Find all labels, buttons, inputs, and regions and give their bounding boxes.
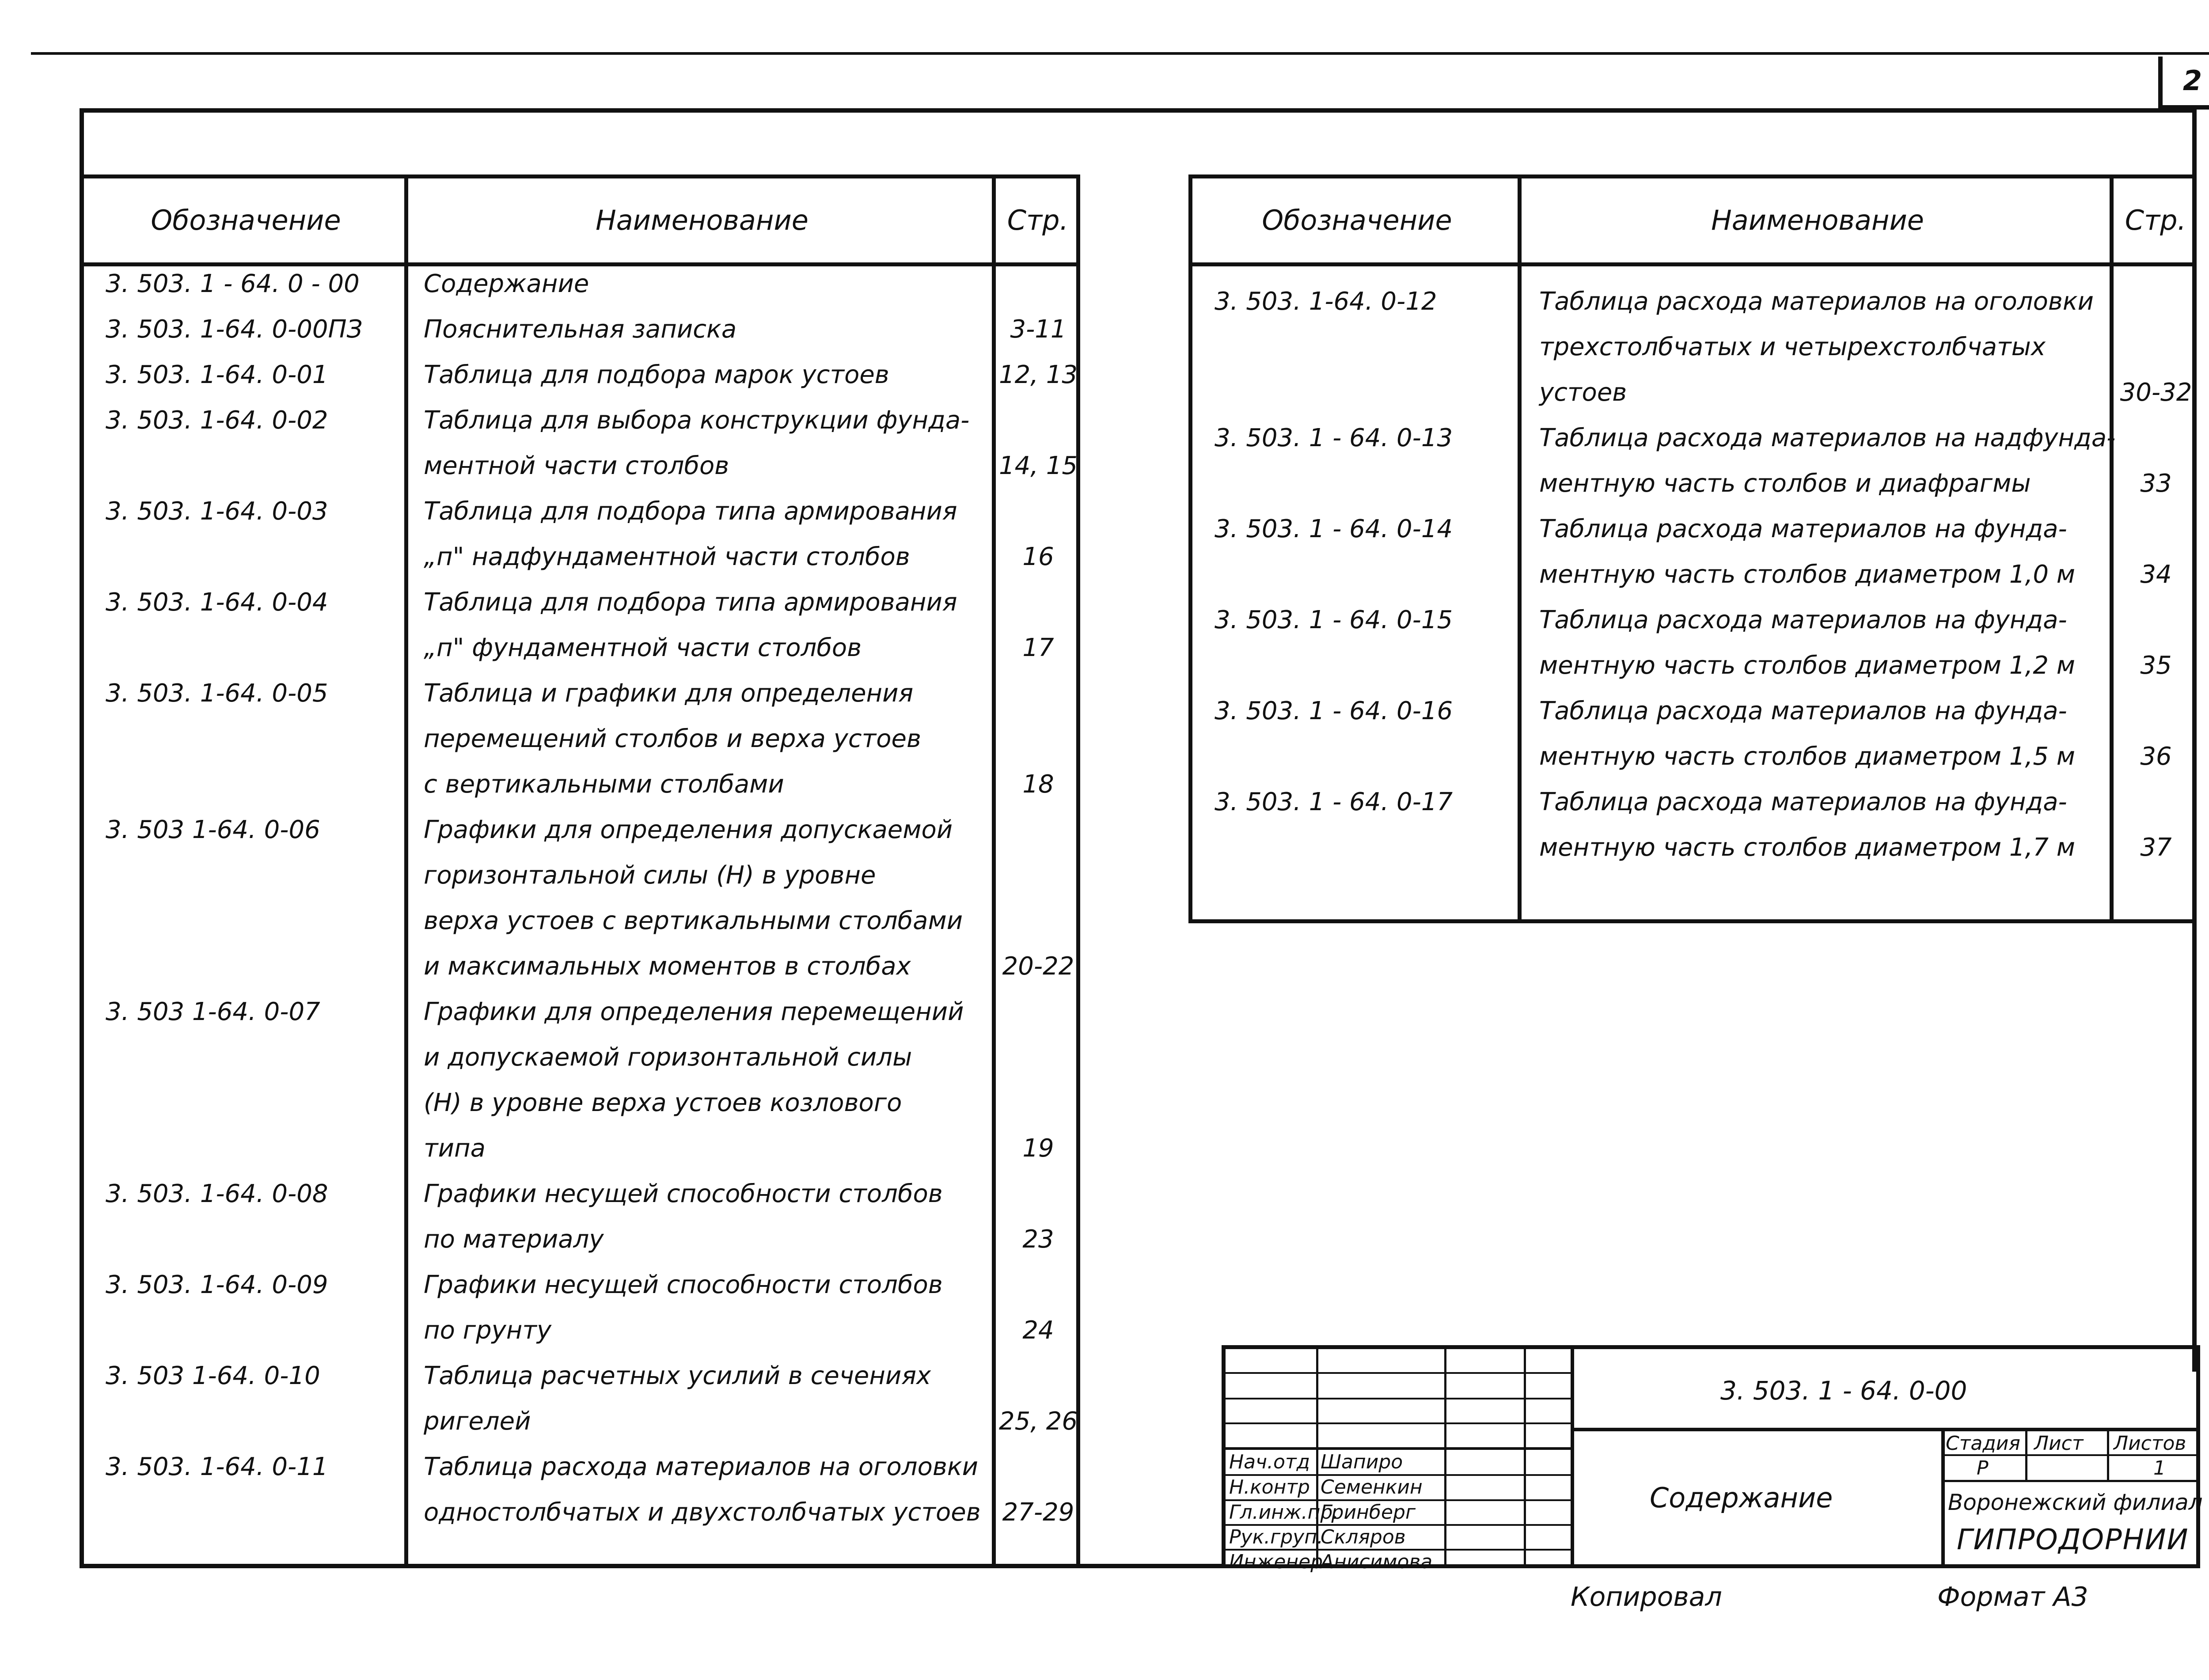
table-row — [1192, 643, 2193, 689]
row-name: горизонтальной силы (Н) в уровне — [424, 861, 876, 890]
row-name: Таблица расхода материалов на оголовки — [424, 1452, 979, 1481]
row-name: „п" фундаментной части столбов — [424, 633, 862, 662]
row-designation: 3. 503. 1 - 64. 0-13 — [1215, 424, 1453, 452]
stage-label: Стадия — [1946, 1432, 2020, 1455]
table-row — [1192, 279, 2193, 325]
row-name: Графики для определения перемещений — [424, 997, 964, 1026]
row-page: 24 — [1022, 1316, 1054, 1345]
table-row — [1192, 325, 2193, 370]
row-name: Таблица расхода материалов на оголовки — [1539, 287, 2094, 316]
table-row — [84, 353, 1076, 398]
table-row — [84, 808, 1076, 853]
row-designation: 3. 503. 1-64. 0-11 — [106, 1452, 328, 1481]
row-designation: 3. 503. 1-64. 0-05 — [106, 679, 328, 708]
row-name: перемещений столбов и верха устоев — [424, 724, 921, 753]
table-row — [84, 717, 1076, 762]
table-row — [84, 1263, 1076, 1308]
row-designation: 3. 503. 1-64. 0-02 — [106, 406, 328, 435]
row-page: 37 — [2140, 833, 2172, 862]
tb-divider — [1571, 1428, 2198, 1431]
table-row — [84, 1172, 1076, 1217]
row-designation: 3. 503. 1-64. 0-09 — [106, 1270, 328, 1299]
tb-divider — [1226, 1398, 1571, 1399]
row-name: трехстолбчатых и четырехстолбчатых — [1539, 333, 2046, 361]
table-header — [84, 178, 1076, 266]
row-name: Таблица и графики для определения — [424, 679, 914, 708]
row-name: по материалу — [424, 1225, 604, 1254]
row-name: Графики несущей способности столбов — [424, 1270, 943, 1299]
table-row — [84, 1126, 1076, 1172]
row-page: 19 — [1022, 1134, 1054, 1163]
row-page: 23 — [1022, 1225, 1054, 1254]
row-designation: 3. 503. 1-64. 0-04 — [106, 588, 328, 617]
row-designation: 3. 503. 1 - 64. 0-14 — [1215, 515, 1453, 543]
signature-role: Инженер — [1229, 1551, 1323, 1573]
row-name: Таблица для подбора марок устоев — [424, 360, 889, 389]
signature-role: Рук.груп. — [1229, 1526, 1323, 1548]
row-name: ментную часть столбов диаметром 1,0 м — [1539, 560, 2076, 589]
row-designation: 3. 503. 1 - 64. 0-16 — [1215, 697, 1453, 725]
row-name: Таблица расчетных усилий в сечениях — [424, 1361, 931, 1390]
row-name: Пояснительная записка — [424, 315, 737, 344]
title-block — [1222, 1345, 2203, 1573]
row-designation: 3. 503 1-64. 0-06 — [106, 815, 320, 844]
table-row — [1192, 734, 2193, 780]
table-row — [84, 535, 1076, 580]
tb-divider — [1941, 1428, 1945, 1568]
copied-by: Копировал — [1571, 1581, 1722, 1612]
table-row — [84, 262, 1076, 307]
table-row — [84, 1308, 1076, 1354]
table-row — [1192, 825, 2193, 871]
table-row — [84, 307, 1076, 353]
row-page: 3-11 — [1010, 315, 1067, 344]
format-label: Формат А3 — [1937, 1581, 2088, 1612]
table-row — [84, 1217, 1076, 1263]
tb-divider — [1226, 1372, 1571, 1374]
row-page: 14, 15 — [998, 451, 1078, 480]
signature-surname: Скляров — [1321, 1526, 1406, 1548]
header-page: Стр. — [2125, 204, 2186, 236]
header-name: Наименование — [596, 204, 808, 236]
sheet-title: Содержание — [1650, 1482, 1833, 1514]
signature-surname: Анисимова — [1321, 1551, 1433, 1573]
row-page: 17 — [1022, 633, 1054, 662]
header-designation: Обозначение — [151, 204, 341, 236]
table-row — [1192, 461, 2193, 507]
table-row — [1192, 507, 2193, 552]
row-name: ментную часть столбов диаметром 1,7 м — [1539, 833, 2076, 862]
header-page: Стр. — [1007, 204, 1069, 236]
row-designation: 3. 503. 1-64. 0-08 — [106, 1179, 328, 1208]
row-name: ментную часть столбов диаметром 1,2 м — [1539, 651, 2076, 680]
row-name: Таблица расхода материалов на фунда- — [1539, 606, 2067, 634]
row-name: Графики для определения допускаемой — [424, 815, 953, 844]
organization-line2: ГИПРОДОРНИИ — [1957, 1524, 2189, 1556]
row-page: 18 — [1022, 770, 1054, 799]
row-name: Таблица расхода материалов на фунда- — [1539, 697, 2067, 725]
row-name: Таблица для выбора конструкции фунда- — [424, 406, 970, 435]
doc-code: 3. 503. 1 - 64. 0-00 — [1720, 1376, 1967, 1406]
table-row — [1192, 370, 2193, 416]
row-name: Таблица для подбора типа армирования — [424, 588, 957, 617]
row-name: устоев — [1539, 378, 1627, 407]
row-page: 25, 26 — [998, 1407, 1078, 1436]
header-name: Наименование — [1711, 204, 1924, 236]
sheet-label: Лист — [2034, 1432, 2084, 1455]
row-name: и допускаемой горизонтальной силы — [424, 1043, 912, 1072]
table-row — [84, 398, 1076, 444]
signature-role: Гл.инж.пр. — [1229, 1501, 1339, 1524]
tb-divider — [1524, 1349, 1526, 1568]
row-name: Таблица расхода материалов на надфунда- — [1539, 424, 2116, 452]
table-row — [1192, 780, 2193, 825]
row-page: 30-32 — [2120, 378, 2192, 407]
row-name: Таблица расхода материалов на фунда- — [1539, 515, 2067, 543]
row-page: 35 — [2140, 651, 2172, 680]
table-row — [84, 853, 1076, 899]
row-designation: 3. 503 1-64. 0-07 — [106, 997, 320, 1026]
tb-divider — [1226, 1447, 1574, 1450]
row-page: 27-29 — [1002, 1498, 1074, 1527]
row-page: 33 — [2140, 469, 2172, 498]
signature-surname: Шапиро — [1321, 1451, 1403, 1473]
row-name: „п" надфундаментной части столбов — [424, 542, 910, 571]
row-page: 20-22 — [1002, 952, 1074, 981]
row-name: Таблица для подбора типа армирования — [424, 497, 957, 526]
row-designation: 3. 503 1-64. 0-10 — [106, 1361, 320, 1390]
table-row — [84, 444, 1076, 489]
table-header — [1192, 178, 2193, 266]
table-row — [84, 1445, 1076, 1490]
row-designation: 3. 503. 1-64. 0-01 — [106, 360, 328, 389]
row-designation: 3. 503. 1 - 64. 0-17 — [1215, 788, 1453, 816]
row-name: верха устоев с вертикальными столбами — [424, 906, 963, 935]
row-name: типа — [424, 1134, 486, 1163]
table-row — [84, 1081, 1076, 1126]
contents-table-left — [80, 174, 1080, 1568]
header-designation: Обозначение — [1262, 204, 1452, 236]
stage-value: Р — [1977, 1457, 1989, 1479]
tb-divider — [1571, 1349, 1574, 1568]
row-designation: 3. 503. 1 - 64. 0 - 00 — [106, 269, 360, 298]
table-row — [84, 626, 1076, 671]
row-name: Таблица расхода материалов на фунда- — [1539, 788, 2067, 816]
tb-divider — [1941, 1480, 2198, 1482]
row-name: ментную часть столбов диаметром 1,5 м — [1539, 742, 2076, 771]
signature-role: Н.контр — [1229, 1476, 1310, 1498]
sheet-top-rule — [31, 52, 2209, 55]
row-name: одностолбчатых и двухстолбчатых устоев — [424, 1498, 981, 1527]
table-row — [1192, 689, 2193, 734]
table-row — [84, 1399, 1076, 1445]
table-row — [84, 489, 1076, 535]
row-name: по грунту — [424, 1316, 552, 1345]
sheet-number: 2 — [2158, 57, 2209, 110]
signature-surname: Гринберг — [1321, 1501, 1416, 1524]
row-name: (Н) в уровне верха устоев козлового — [424, 1088, 902, 1117]
signature-surname: Семенкин — [1321, 1476, 1423, 1498]
tb-divider — [1226, 1422, 1571, 1424]
table-row — [1192, 416, 2193, 461]
signature-role: Нач.отд — [1229, 1451, 1310, 1473]
table-row — [84, 580, 1076, 626]
table-row — [84, 1354, 1076, 1399]
table-row — [84, 1490, 1076, 1536]
frame-top — [80, 108, 2196, 113]
sheet-value: 1 — [2153, 1457, 2166, 1479]
row-page: 16 — [1022, 542, 1054, 571]
row-designation: 3. 503. 1-64. 0-03 — [106, 497, 328, 526]
table-row — [1192, 552, 2193, 598]
row-designation: 3. 503. 1-64. 0-00ПЗ — [106, 315, 363, 344]
row-name: с вертикальными столбами — [424, 770, 784, 799]
row-designation: 3. 503. 1-64. 0-12 — [1215, 287, 1437, 316]
contents-table-right — [1188, 174, 2197, 923]
sheets-label: Листов — [2114, 1432, 2186, 1455]
row-name: Содержание — [424, 269, 589, 298]
row-designation: 3. 503. 1 - 64. 0-15 — [1215, 606, 1453, 634]
table-row — [1192, 598, 2193, 643]
table-row — [84, 944, 1076, 990]
row-name: ригелей — [424, 1407, 531, 1436]
row-name: и максимальных моментов в столбах — [424, 952, 911, 981]
organization-line1: Воронежский филиал — [1948, 1490, 2203, 1515]
table-row — [84, 762, 1076, 808]
table-row — [84, 990, 1076, 1035]
tb-divider — [1444, 1349, 1446, 1568]
table-row — [84, 671, 1076, 717]
row-page: 34 — [2140, 560, 2172, 589]
row-page: 12, 13 — [998, 360, 1078, 389]
row-page: 36 — [2140, 742, 2172, 771]
table-row — [84, 899, 1076, 944]
row-name: ментную часть столбов и диафрагмы — [1539, 469, 2031, 498]
table-row — [84, 1035, 1076, 1081]
row-name: ментной части столбов — [424, 451, 729, 480]
row-name: Графики несущей способности столбов — [424, 1179, 943, 1208]
